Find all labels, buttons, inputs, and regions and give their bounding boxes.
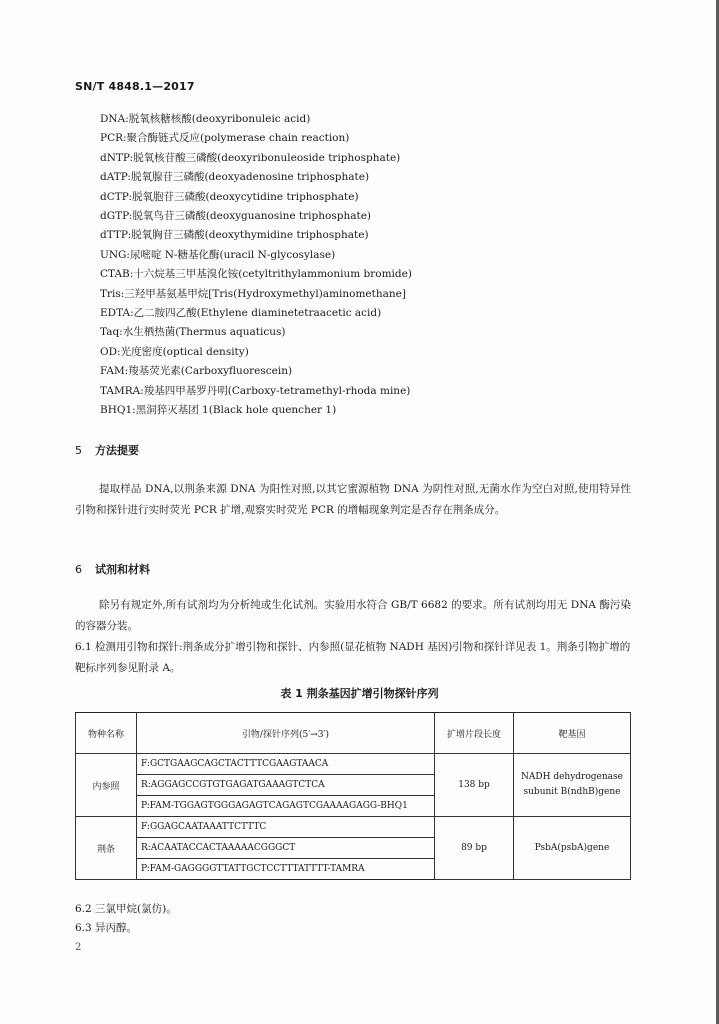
- abbreviation-item: BHQ1:黑洞猝灭基团 1(Black hole quencher 1): [100, 404, 337, 417]
- abbreviation-item: dGTP:脱氧鸟苷三磷酸(deoxyguanosine triphosphate): [100, 210, 372, 223]
- abbreviation-item: dATP:脱氧腺苷三磷酸(deoxyadenosine triphosphate): [100, 171, 370, 184]
- table-header-row: [76, 713, 631, 754]
- abbreviation-item: FAM:羧基荧光素(Carboxyfluorescein): [100, 365, 293, 378]
- abbreviation-item: dCTP:脱氧胞苷三磷酸(deoxycytidine triphosphate): [100, 190, 359, 203]
- table-row: [76, 754, 631, 775]
- section-title: 试剂和材料: [95, 563, 150, 576]
- sequence-cell: P:FAM-GAGGGGTTATTGCTCCTTTATTTT-TAMRA: [137, 859, 435, 880]
- target-cell: NADH dehydrogenase subunit B(ndhB)gene: [514, 754, 631, 817]
- abbreviation-item: UNG:尿嘧啶 N-糖基化酶(uracil N-glycosylase): [100, 248, 336, 261]
- abbreviation-item: dTTP:脱氧胸苷三磷酸(deoxythymidine triphosphate): [100, 229, 369, 242]
- section-5-heading: [75, 442, 139, 458]
- abbreviation-item: OD:光度密度(optical density): [100, 345, 249, 358]
- page-number: 2: [75, 942, 82, 953]
- section-number: 5: [75, 444, 82, 457]
- header-target: 靶基因: [514, 713, 631, 754]
- section-number: 6: [75, 563, 82, 576]
- section-6-heading: [75, 561, 150, 577]
- section-6-body: [75, 595, 631, 637]
- sequence-cell: F:GGAGCAATAAATTCTTTC: [137, 817, 435, 838]
- section-5-body: [75, 479, 631, 521]
- clause-6-3: 6.3 异丙醇。: [75, 922, 138, 934]
- paragraph: 提取样品 DNA,以荆条来源 DNA 为阳性对照,以其它蜜源植物 DNA 为阴性对照,无菌水作为空白对照,使用特异性引物和探针进行实时荧光 PCR 扩增,观察实时荧光 PCR 的增幅现象判定是否存在荆条成分。: [75, 483, 631, 516]
- abbreviation-item: CTAB:十六烷基三甲基溴化铵(cetyltrithylammonium bromide): [100, 268, 412, 281]
- header-sequence: 引物/探针序列(5′→3′): [137, 713, 435, 754]
- abbreviation-item: dNTP:脱氧核苷酸三磷酸(deoxyribonuleoside triphosphate): [100, 151, 401, 164]
- abbreviation-list: [100, 110, 412, 421]
- paragraph: 除另有规定外,所有试剂均为分析纯或生化试剂。实验用水符合 GB/T 6682 的要求。所有试剂均用无 DNA 酶污染的容器分装。: [75, 599, 631, 632]
- sequence-cell: R:AGGAGCCGTGTGAGATGAAAGTCTCA: [137, 775, 435, 796]
- abbreviation-item: PCR:聚合酶链式反应(polymerase chain reaction): [100, 132, 350, 145]
- abbreviation-item: Tris:三羟甲基氨基甲烷[Tris(Hydroxymethyl)aminomethane]: [100, 287, 406, 300]
- abbreviation-item: TAMRA:羧基四甲基罗丹明(Carboxy-tetramethyl-rhoda mine): [100, 384, 411, 397]
- size-cell: 138 bp: [435, 754, 514, 817]
- section-title: 方法提要: [95, 444, 139, 457]
- abbreviation-item: Taq:水生栖热菌(Thermus aquaticus): [100, 326, 286, 339]
- primer-table: [75, 712, 631, 880]
- document-id: SN/T 4848.1—2017: [75, 80, 195, 93]
- abbreviation-item: DNA:脱氧核糖核酸(deoxyribonuleic acid): [100, 113, 311, 125]
- size-cell: 89 bp: [435, 817, 514, 880]
- table-row: [76, 817, 631, 838]
- species-cell: 荆条: [76, 817, 137, 880]
- target-cell: PsbA(psbA)gene: [514, 817, 631, 880]
- header-size: 扩增片段长度: [435, 713, 514, 754]
- clause-6-2: 6.2 三氯甲烷(氯仿)。: [75, 903, 177, 915]
- species-cell: 内参照: [76, 754, 137, 817]
- sequence-cell: F:GCTGAAGCAGCTACTTTCGAAGTAACA: [137, 754, 435, 775]
- sequence-cell: P:FAM-TGGAGTGGGAGAGTCAGAGTCGAAAAGAGG-BHQ1: [137, 796, 435, 817]
- abbreviation-item: EDTA:乙二胺四乙酸(Ethylene diaminetetraacetic acid): [100, 307, 382, 320]
- sequence-cell: R:ACAATACCACTAAAAACGGGCT: [137, 838, 435, 859]
- table-title: 表 1 荆条基因扩增引物探针序列: [280, 687, 439, 700]
- clause-6-1: 6.1 检测用引物和探针:荆条成分扩增引物和探针、内参照(显花植物 NADH 基因)引物和探针详见表 1。荆条引物扩增的靶标序列参见附录 A。: [75, 641, 631, 674]
- header-species: 物种名称: [76, 713, 137, 754]
